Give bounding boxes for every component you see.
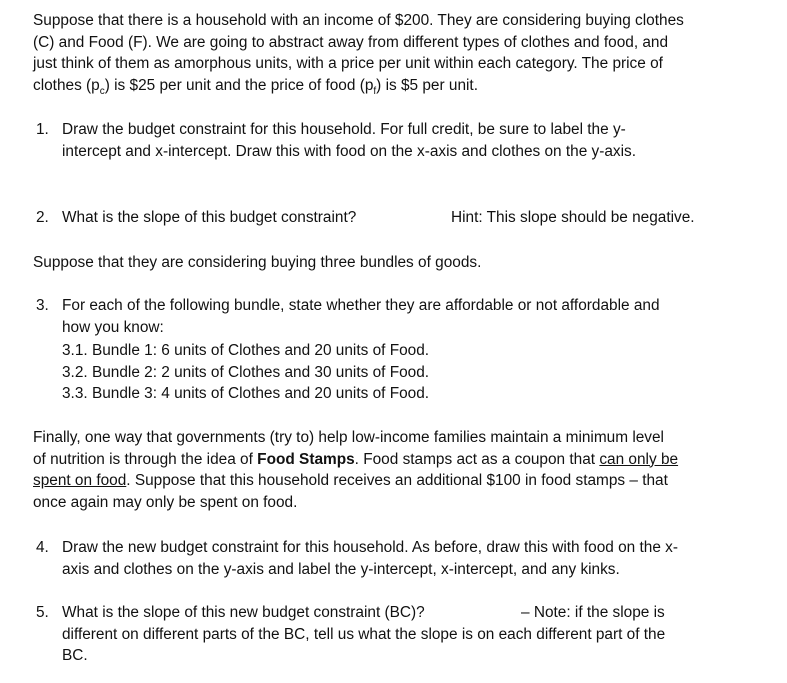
question-3-sublist xyxy=(62,340,722,405)
spent-on-food-underlined: spent on food xyxy=(33,472,127,489)
food-stamps-paragraph xyxy=(33,427,753,513)
final-line-3-b: . Suppose that this household receives an additional $100 in food stamps – that xyxy=(126,472,668,489)
question-5-line-3: BC. xyxy=(62,647,88,664)
intro-line-4 xyxy=(33,75,753,103)
bundle-1-number: 3.1. xyxy=(62,342,88,359)
bundle-2-text: Bundle 2: 2 units of Clothes and 30 units of Food. xyxy=(91,363,430,381)
question-5-note: – Note: if the slope is xyxy=(521,604,665,621)
question-5-number: 5. xyxy=(36,604,49,621)
intro-line-4-e: ) is $5 per unit. xyxy=(376,76,478,94)
question-4-text xyxy=(62,537,742,580)
question-4-line-1: Draw the new budget constraint for this household. As before, draw this with food on the x- xyxy=(62,539,678,556)
final-line-4: once again may only be spent on food. xyxy=(33,493,298,511)
bundles-intro-line: Suppose that they are considering buying three bundles of goods. xyxy=(33,254,482,271)
food-stamps-term: Food Stamps xyxy=(257,450,355,468)
final-line-3 xyxy=(33,470,753,492)
price-food-subscript: f xyxy=(373,85,377,97)
bundle-2-item xyxy=(62,362,722,384)
final-line-2-c: . Food stamps act as a coupon that xyxy=(354,450,600,468)
question-4-number: 4. xyxy=(36,539,49,556)
final-line-1: Finally, one way that governments (try to) help low-income families maintain a minimum level xyxy=(33,429,664,446)
question-2-hint: Hint: This slope should be negative. xyxy=(451,209,695,226)
bundle-3-text: Bundle 3: 4 units of Clothes and 20 units of Food. xyxy=(91,385,430,402)
question-1-number: 1. xyxy=(36,121,49,138)
bundle-3-number: 3.3. xyxy=(62,385,88,402)
question-3-text xyxy=(62,295,742,338)
question-2-number: 2. xyxy=(36,209,49,226)
question-1-line-2: intercept and x-intercept. Draw this with food on the x-axis and clothes on the y-axis. xyxy=(62,142,637,160)
bundle-1-text: Bundle 1: 6 units of Clothes and 20 units of Food. xyxy=(91,342,430,359)
bundle-2-number: 3.2. xyxy=(62,363,88,381)
question-3-line-1: For each of the following bundle, state whether they are affordable or not affordable and xyxy=(62,297,660,314)
question-5-line-1-a: What is the slope of this new budget constraint (BC)? xyxy=(62,604,425,621)
can-only-be-underlined: can only be xyxy=(599,450,679,468)
question-4-line-2: axis and clothes on the y-axis and label the y-intercept, x-intercept, and any kinks. xyxy=(62,560,620,578)
final-line-2-a: of nutrition is through the idea of xyxy=(33,450,258,468)
question-5-line-2: different on different parts of the BC, tell us what the slope is on each different part of the xyxy=(62,625,666,643)
price-clothes-subscript: c xyxy=(99,85,105,97)
question-5-line-1 xyxy=(62,602,742,624)
bundle-1-item xyxy=(62,340,722,362)
question-3-number: 3. xyxy=(36,297,49,314)
intro-line-3: just think of them as amorphous units, with a price per unit within each category. The price of xyxy=(33,55,663,72)
final-line-2 xyxy=(33,449,753,471)
question-1-text xyxy=(62,119,742,162)
bundle-3-item xyxy=(62,383,722,405)
intro-line-1: Suppose that there is a household with an income of $200. They are considering buying clothes xyxy=(33,12,684,29)
question-2-line: What is the slope of this budget constraint? xyxy=(62,209,357,226)
intro-line-4-a: clothes (p xyxy=(33,76,100,94)
question-5-text xyxy=(62,602,742,667)
question-1-line-1: Draw the budget constraint for this household. For full credit, be sure to label the y- xyxy=(62,121,626,138)
bundles-intro xyxy=(33,252,753,274)
question-3-line-2: how you know: xyxy=(62,318,164,336)
intro-line-4-c: ) is $25 per unit and the price of food (p xyxy=(104,76,374,94)
intro-line-2: (C) and Food (F). We are going to abstract away from different types of clothes and food, and xyxy=(33,33,669,51)
intro-paragraph xyxy=(33,10,753,102)
